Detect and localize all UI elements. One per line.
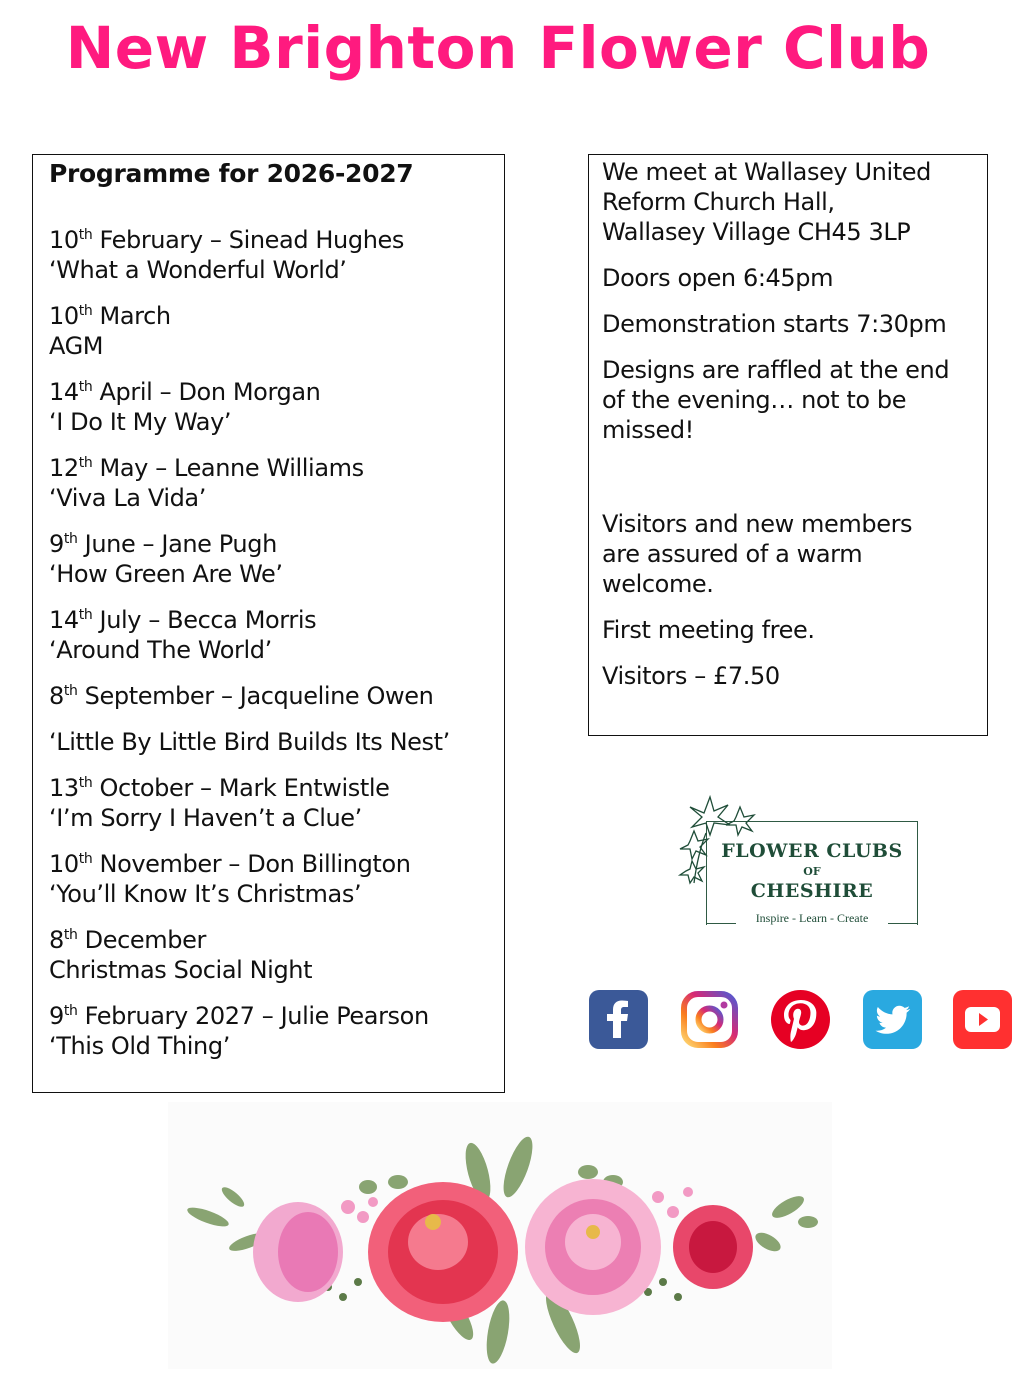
event-title: AGM <box>49 332 104 360</box>
event-date-speaker: 10th February – Sinead Hughes <box>49 226 404 254</box>
flower-clubs-cheshire-logo <box>676 793 920 929</box>
instagram-icon[interactable] <box>680 990 739 1049</box>
event-item <box>49 453 504 513</box>
venue-address: We meet at Wallasey United Reform Church Hall, Wallasey Village CH45 3LP <box>602 158 931 246</box>
welcome-note: Visitors and new members are assured of a warm welcome. <box>602 510 913 598</box>
event-item <box>49 849 504 909</box>
facebook-icon[interactable] <box>589 990 648 1049</box>
pinterest-icon[interactable] <box>771 990 830 1049</box>
event-date-speaker: 10th November – Don Billington <box>49 850 411 878</box>
event-title: ‘Viva La Vida’ <box>49 484 206 512</box>
flower-arrangement-icon <box>168 1102 832 1369</box>
event-date-speaker: 10th March <box>49 302 171 330</box>
event-title: ‘This Old Thing’ <box>49 1032 230 1060</box>
club-title: New Brighton Flower Club <box>65 14 931 82</box>
event-item <box>49 377 504 437</box>
raffle-note: Designs are raffled at the end of the evening… not to be missed! <box>602 356 950 444</box>
youtube-icon[interactable] <box>953 990 1012 1049</box>
event-date-speaker: 13th October – Mark Entwistle <box>49 774 390 802</box>
logo-tagline: Inspire - Learn - Create <box>736 911 888 926</box>
event-item <box>49 773 504 833</box>
event-title: ‘I’m Sorry I Haven’t a Clue’ <box>49 804 362 832</box>
event-date-speaker: 8th December <box>49 926 206 954</box>
event-item <box>49 925 504 985</box>
programme-heading: Programme for 2026-2027 <box>49 159 414 188</box>
event-date-speaker: 9th June – Jane Pugh <box>49 530 277 558</box>
event-date-speaker: 8th September – Jacqueline Owen <box>49 682 434 710</box>
first-meeting-free: First meeting free. <box>602 616 815 644</box>
event-item <box>49 681 504 757</box>
event-title: ‘What a Wonderful World’ <box>49 256 347 284</box>
floral-bouquet-illustration <box>168 1102 832 1369</box>
event-date-speaker: 12th May – Leanne Williams <box>49 454 364 482</box>
event-date-speaker: 14th July – Becca Morris <box>49 606 317 634</box>
event-title: ‘How Green Are We’ <box>49 560 283 588</box>
event-title: Christmas Social Night <box>49 956 313 984</box>
logo-line-3: CHESHIRE <box>750 880 874 902</box>
event-item <box>49 301 504 361</box>
event-item <box>49 605 504 665</box>
visitor-fee: Visitors – £7.50 <box>602 662 780 690</box>
event-item <box>49 225 504 285</box>
meeting-info-box <box>588 154 988 736</box>
programme-box <box>32 154 505 1093</box>
logo-line-2: OF <box>803 865 821 878</box>
twitter-icon[interactable] <box>863 990 922 1049</box>
doors-open-time: Doors open 6:45pm <box>602 264 834 292</box>
event-date-speaker: 14th April – Don Morgan <box>49 378 321 406</box>
event-item <box>49 1001 504 1061</box>
event-date-speaker: 9th February 2027 – Julie Pearson <box>49 1002 429 1030</box>
demonstration-start-time: Demonstration starts 7:30pm <box>602 310 947 338</box>
event-title: ‘You’ll Know It’s Christmas’ <box>49 880 362 908</box>
event-title: ‘I Do It My Way’ <box>49 408 232 436</box>
event-item <box>49 529 504 589</box>
logo-line-1: FLOWER CLUBS <box>721 840 903 862</box>
event-title: ‘Around The World’ <box>49 636 272 664</box>
event-title: ‘Little By Little Bird Builds Its Nest’ <box>49 728 450 756</box>
